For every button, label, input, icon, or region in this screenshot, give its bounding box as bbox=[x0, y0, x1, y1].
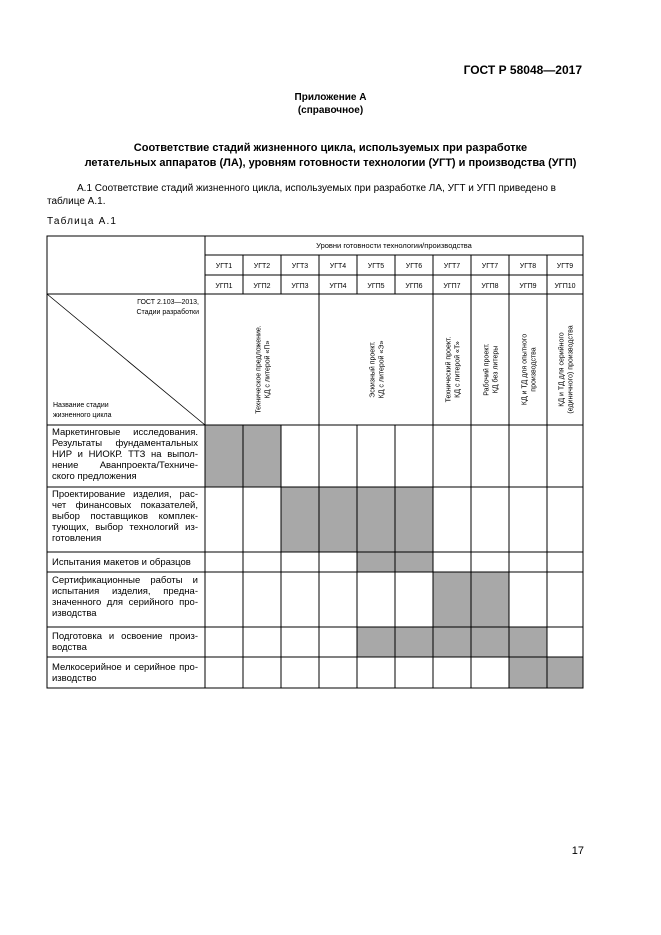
shaded-cell bbox=[395, 627, 433, 657]
ugp-label: УГП5 bbox=[367, 283, 385, 290]
appendix-title: Приложение А bbox=[294, 92, 367, 103]
appendix-subtitle: (справочное) bbox=[297, 105, 364, 116]
shaded-cell bbox=[509, 657, 547, 688]
ugp-label: УГП7 bbox=[443, 283, 461, 290]
shaded-cell bbox=[243, 425, 281, 487]
corner-stages: Стадии разработки bbox=[136, 309, 199, 316]
shaded-cell bbox=[433, 572, 471, 627]
stage-label: Техническое предложение. bbox=[255, 325, 263, 414]
row-stage-line: Сертификационные работы и bbox=[52, 574, 198, 586]
page-number: 17 bbox=[571, 845, 584, 857]
ugt-label: УГТ7 bbox=[481, 263, 499, 270]
row-stage-name bbox=[52, 631, 198, 653]
shaded-cell bbox=[547, 657, 583, 688]
ugp-label: УГП1 bbox=[215, 283, 233, 290]
stage-label: Технический проект. bbox=[445, 336, 453, 403]
row-stage-line: водства bbox=[52, 642, 87, 653]
ugt-label: УГТ1 bbox=[215, 263, 233, 270]
row-stage-line: Подготовка и освоение произ- bbox=[52, 631, 198, 642]
stage-label: Эскизный проект. bbox=[369, 341, 377, 398]
table-caption: Таблица А.1 bbox=[47, 216, 118, 227]
shaded-cell bbox=[357, 487, 395, 552]
row-stage-line: чет финансовых показателей, bbox=[52, 500, 198, 511]
ugt-label: УГТ8 bbox=[519, 263, 537, 270]
shaded-cell bbox=[357, 627, 395, 657]
ugt-label: УГТ3 bbox=[291, 263, 309, 270]
row-stage-line: ского предложения bbox=[52, 471, 137, 482]
stage-label: КД с литерой «П» bbox=[264, 340, 272, 399]
shaded-cell bbox=[281, 487, 319, 552]
shaded-cell bbox=[319, 487, 357, 552]
row-stage-name bbox=[52, 557, 198, 568]
stage-label: КД с литерой «Э» bbox=[378, 340, 386, 399]
heading-line-1: Соответствие стадий жизненного цикла, используемых при разработке bbox=[133, 142, 528, 154]
ugp-label: УГП8 bbox=[481, 283, 499, 290]
row-stage-line: Проектирование изделия, рас- bbox=[52, 489, 198, 500]
row-stage-line: значенного для серийного про- bbox=[52, 596, 198, 608]
ugp-label: УГП10 bbox=[554, 283, 576, 290]
ugp-label: УГП9 bbox=[519, 283, 537, 290]
levels-header: Уровни готовности технологии/производства bbox=[316, 241, 472, 250]
row-stage-line: нение Аванпроекта/Техниче- bbox=[52, 460, 198, 471]
row-stage-line: Испытания макетов и образцов bbox=[52, 556, 191, 568]
ugt-label: УГТ2 bbox=[253, 263, 271, 270]
row-stage-name bbox=[52, 575, 198, 619]
shaded-cell bbox=[471, 572, 509, 627]
ugt-label: УГТ4 bbox=[329, 263, 347, 270]
ugp-label: УГП4 bbox=[329, 283, 347, 290]
row-stage-line: Результаты фундаментальных bbox=[52, 438, 198, 449]
ugp-label: УГП3 bbox=[291, 283, 309, 290]
stage-label: КД и ТД для серийного bbox=[558, 332, 566, 407]
row-stage-line: испытания изделия, предна- bbox=[52, 585, 198, 597]
corner-row-title: жизненного цикла bbox=[53, 412, 112, 419]
row-stage-name bbox=[52, 427, 198, 482]
stage-label: КД и ТД для опытного bbox=[521, 333, 529, 406]
row-stage-name bbox=[52, 662, 198, 684]
corner-row-title: Название стадии bbox=[53, 402, 109, 409]
row-stage-line: Мелкосерийное и серийное про- bbox=[52, 661, 198, 673]
shaded-cell bbox=[509, 627, 547, 657]
shaded-cell bbox=[433, 627, 471, 657]
stage-label: КД без литеры bbox=[492, 345, 500, 394]
ugp-label: УГП2 bbox=[253, 283, 271, 290]
row-stage-line: тующих, выбор технологий из- bbox=[52, 522, 198, 533]
shaded-cell bbox=[395, 487, 433, 552]
stage-label: Рабочий проект. bbox=[483, 343, 491, 396]
ugt-label: УГТ7 bbox=[443, 263, 461, 270]
stage-label: КД с литерой «Т» bbox=[454, 341, 462, 398]
shaded-cell bbox=[395, 552, 433, 572]
row-stage-line: изводства bbox=[52, 607, 97, 619]
corner-standard: ГОСТ 2.103—2013, bbox=[137, 299, 199, 306]
row-stage-line: Маркетинговые исследования. bbox=[52, 427, 198, 438]
intro-paragraph: А.1 Соответствие стадий жизненного цикла, используемых при разработке ЛА, УГТ и УГП приведено в таблице А.1. bbox=[47, 183, 556, 207]
ugt-label: УГТ6 bbox=[405, 263, 423, 270]
ugt-label: УГТ5 bbox=[367, 263, 385, 270]
standard-number: ГОСТ Р 58048—2017 bbox=[463, 63, 582, 77]
shaded-cell bbox=[357, 552, 395, 572]
ugt-label: УГТ9 bbox=[556, 263, 574, 270]
row-stage-line: изводство bbox=[52, 672, 97, 684]
stage-label: производства bbox=[530, 347, 538, 392]
row-stage-name bbox=[52, 489, 198, 544]
row-stage-line: НИР и НИОКР. ТТЗ на выпол- bbox=[52, 449, 198, 460]
row-stage-line: готовления bbox=[52, 533, 102, 544]
shaded-cell bbox=[471, 627, 509, 657]
row-stage-line: выбор поставщиков комплек- bbox=[52, 511, 198, 522]
ugp-label: УГП6 bbox=[405, 283, 423, 290]
stage-label: (единичного) производства bbox=[567, 325, 575, 414]
heading-line-2: летательных аппаратов (ЛА), уровням готовности технологии (УГТ) и производства (УГП) bbox=[84, 157, 577, 169]
shaded-cell bbox=[205, 425, 243, 487]
